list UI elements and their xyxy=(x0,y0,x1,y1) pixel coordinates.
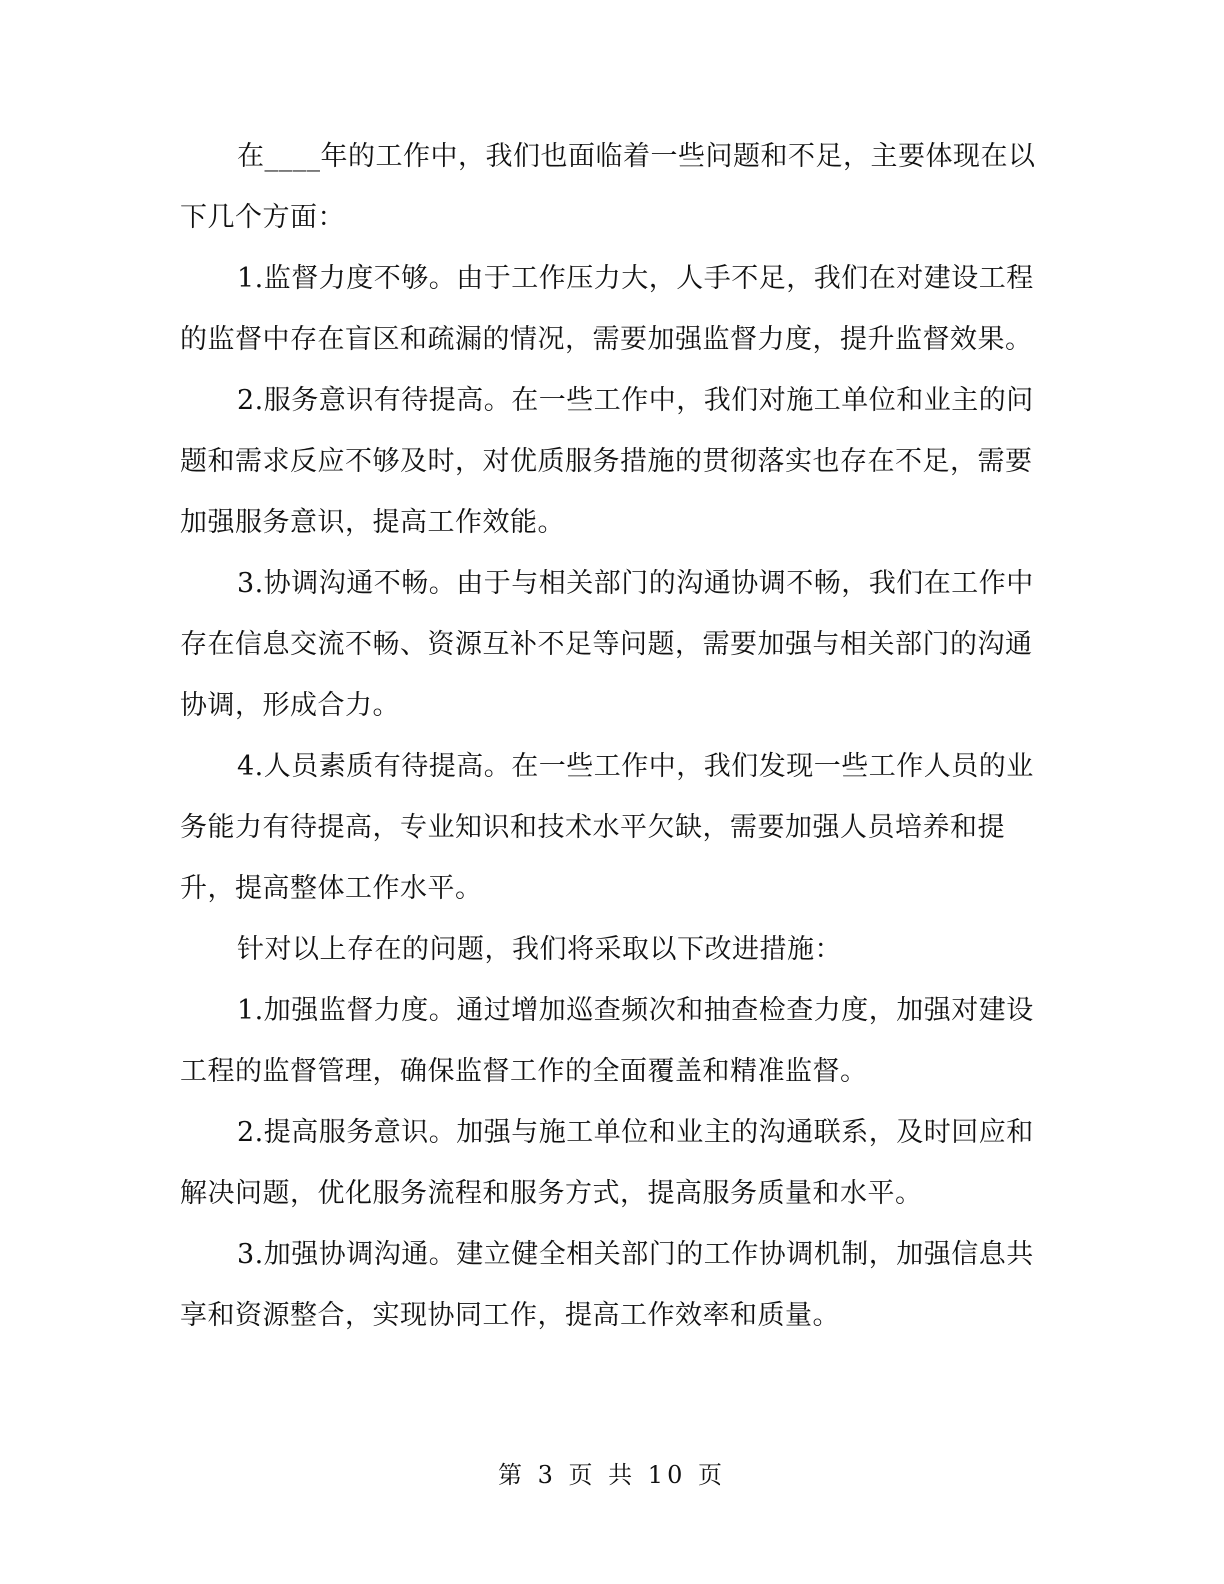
paragraph-issue-4: 4.人员素质有待提高。在一些工作中，我们发现一些工作人员的业务能力有待提高，专业知识和技术水平欠缺，需要加强人员培养和提升，提高整体工作水平。 xyxy=(180,751,1034,904)
document-body xyxy=(180,126,1040,1346)
paragraph-measure-3: 3.加强协调沟通。建立健全相关部门的工作协调机制，加强信息共享和资源整合，实现协同工作，提高工作效率和质量。 xyxy=(180,1239,1034,1331)
paragraph-measure-1: 1.加强监督力度。通过增加巡查频次和抽查检查力度，加强对建设工程的监督管理，确保监督工作的全面覆盖和精准监督。 xyxy=(180,995,1034,1087)
paragraph-issue-1: 1.监督力度不够。由于工作压力大，人手不足，我们在对建设工程的监督中存在盲区和疏漏的情况，需要加强监督力度，提升监督效果。 xyxy=(180,263,1034,355)
paragraph-issue-2: 2.服务意识有待提高。在一些工作中，我们对施工单位和业主的问题和需求反应不够及时，对优质服务措施的贯彻落实也存在不足，需要加强服务意识，提高工作效能。 xyxy=(180,385,1034,538)
paragraph-measures-intro: 针对以上存在的问题，我们将采取以下改进措施： xyxy=(237,934,842,965)
page-number-footer: 第 3 页 共 10 页 xyxy=(498,1461,726,1489)
paragraph-issue-3: 3.协调沟通不畅。由于与相关部门的沟通协调不畅，我们在工作中存在信息交流不畅、资源互补不足等问题，需要加强与相关部门的沟通协调，形成合力。 xyxy=(180,568,1034,721)
paragraph-intro: 在____年的工作中，我们也面临着一些问题和不足，主要体现在以下几个方面： xyxy=(180,141,1036,233)
paragraph-measure-2: 2.提高服务意识。加强与施工单位和业主的沟通联系，及时回应和解决问题，优化服务流程和服务方式，提高服务质量和水平。 xyxy=(180,1117,1034,1209)
